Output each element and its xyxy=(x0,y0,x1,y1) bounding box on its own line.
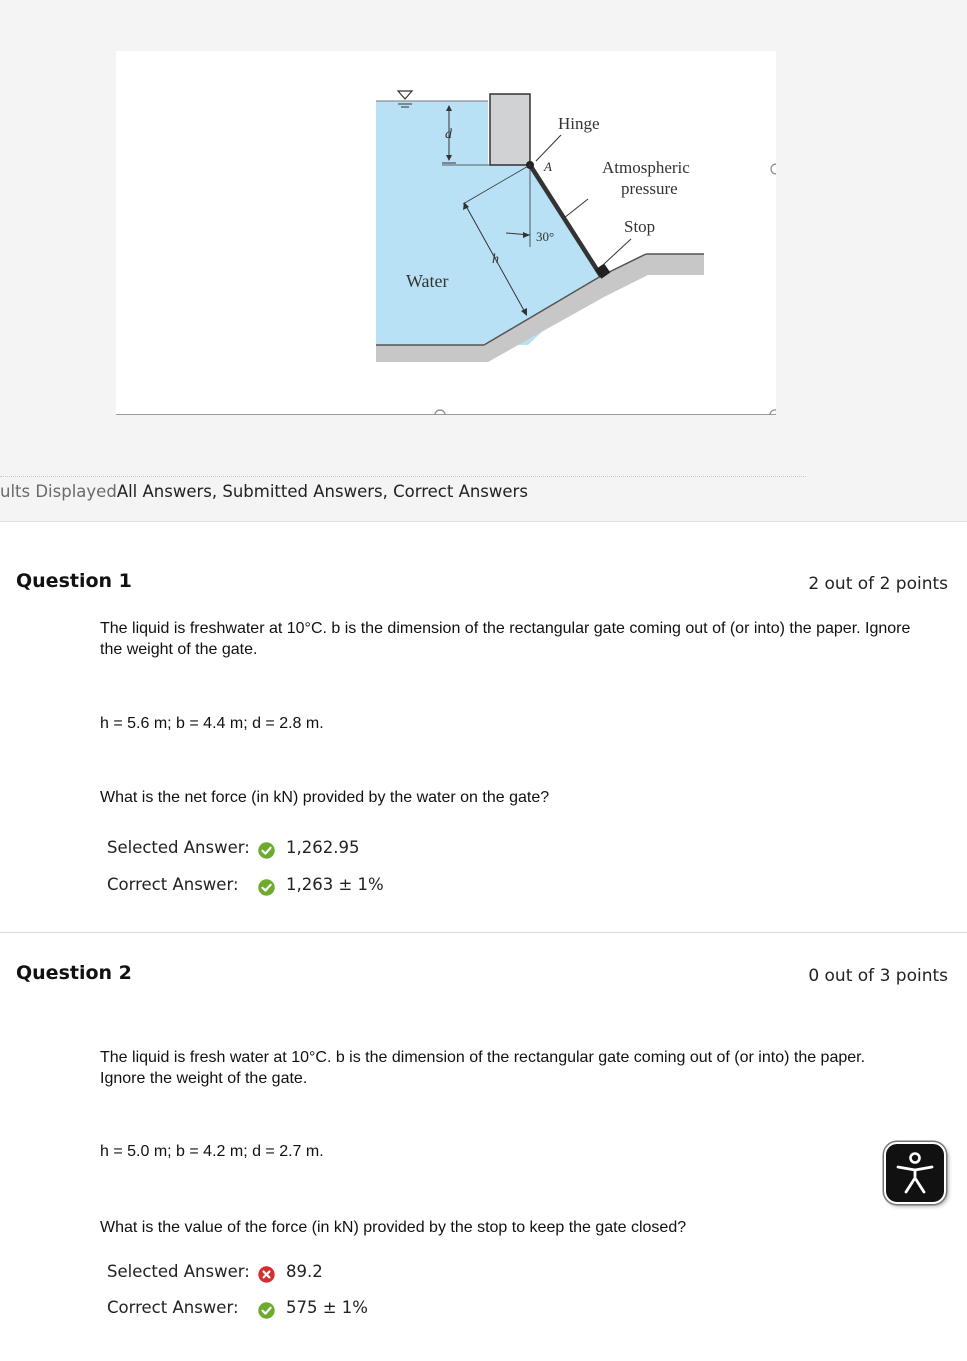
label-angle: 30° xyxy=(536,229,555,244)
question-2-text-line1: The liquid is fresh water at 10°C. b is the dimension of the rectangular gate coming out of (or into) the paper. xyxy=(100,1049,866,1066)
question-1-points: 2 out of 2 points xyxy=(808,574,948,594)
correct-check-icon xyxy=(258,879,275,896)
question-1-text-line1: The liquid is freshwater at 10°C. b is the dimension of the rectangular gate coming out of (or into) the paper. Ignore xyxy=(100,620,911,637)
question-2-text-line2: Ignore the weight of the gate. xyxy=(100,1070,308,1087)
question-1-selected-value: 1,262.95 xyxy=(286,838,360,857)
question-1-selected-label: Selected Answer: xyxy=(107,838,250,857)
question-2-params: h = 5.0 m; b = 4.2 m; d = 2.7 m. xyxy=(100,1143,324,1160)
label-a: A xyxy=(544,159,552,174)
results-displayed-label: ults Displayed xyxy=(0,482,117,501)
question-1-correct-value: 1,263 ± 1% xyxy=(286,875,384,894)
incorrect-x-icon xyxy=(258,1266,275,1283)
label-stop: Stop xyxy=(624,217,656,236)
gate-block xyxy=(490,94,530,165)
gate-diagram xyxy=(116,51,776,415)
question-2-prompt: What is the value of the force (in kN) provided by the stop to keep the gate closed? xyxy=(100,1219,687,1236)
label-d: d xyxy=(445,127,452,142)
question-1-text-line2: the weight of the gate. xyxy=(100,641,258,658)
question-2-title: Question 2 xyxy=(16,962,132,984)
label-water: Water xyxy=(406,271,449,291)
accessibility-person-icon xyxy=(886,1144,944,1202)
question-1-params: h = 5.6 m; b = 4.4 m; d = 2.8 m. xyxy=(100,715,324,732)
correct-check-icon xyxy=(258,1302,275,1319)
correct-check-icon xyxy=(258,842,275,859)
question-1-correct-label: Correct Answer: xyxy=(107,875,239,894)
question-divider xyxy=(0,932,967,933)
figure-resize-handle-icon xyxy=(433,408,447,416)
question-2-text xyxy=(100,1047,960,1089)
figure-corner-handle-icon xyxy=(768,408,778,416)
label-pressure: pressure xyxy=(621,179,678,198)
question-2-points: 0 out of 3 points xyxy=(808,966,948,986)
results-displayed-value: All Answers, Submitted Answers, Correct Answers xyxy=(116,482,528,501)
label-hinge: Hinge xyxy=(558,114,600,133)
question-1-title: Question 1 xyxy=(16,570,132,592)
question-1-prompt: What is the net force (in kN) provided by the water on the gate? xyxy=(100,789,550,806)
question-2-selected-value: 89.2 xyxy=(286,1262,323,1281)
results-displayed xyxy=(0,482,528,501)
question-2-selected-label: Selected Answer: xyxy=(107,1262,250,1281)
question-2-correct-label: Correct Answer: xyxy=(107,1298,239,1317)
resize-handle-icon xyxy=(771,164,776,174)
question-1-text xyxy=(100,618,960,660)
results-divider xyxy=(0,476,806,477)
question-2-correct-value: 575 ± 1% xyxy=(286,1298,368,1317)
accessibility-button[interactable] xyxy=(884,1142,946,1204)
label-atmospheric: Atmospheric xyxy=(602,158,690,177)
question-figure-area xyxy=(0,0,967,522)
label-h: h xyxy=(492,252,499,267)
